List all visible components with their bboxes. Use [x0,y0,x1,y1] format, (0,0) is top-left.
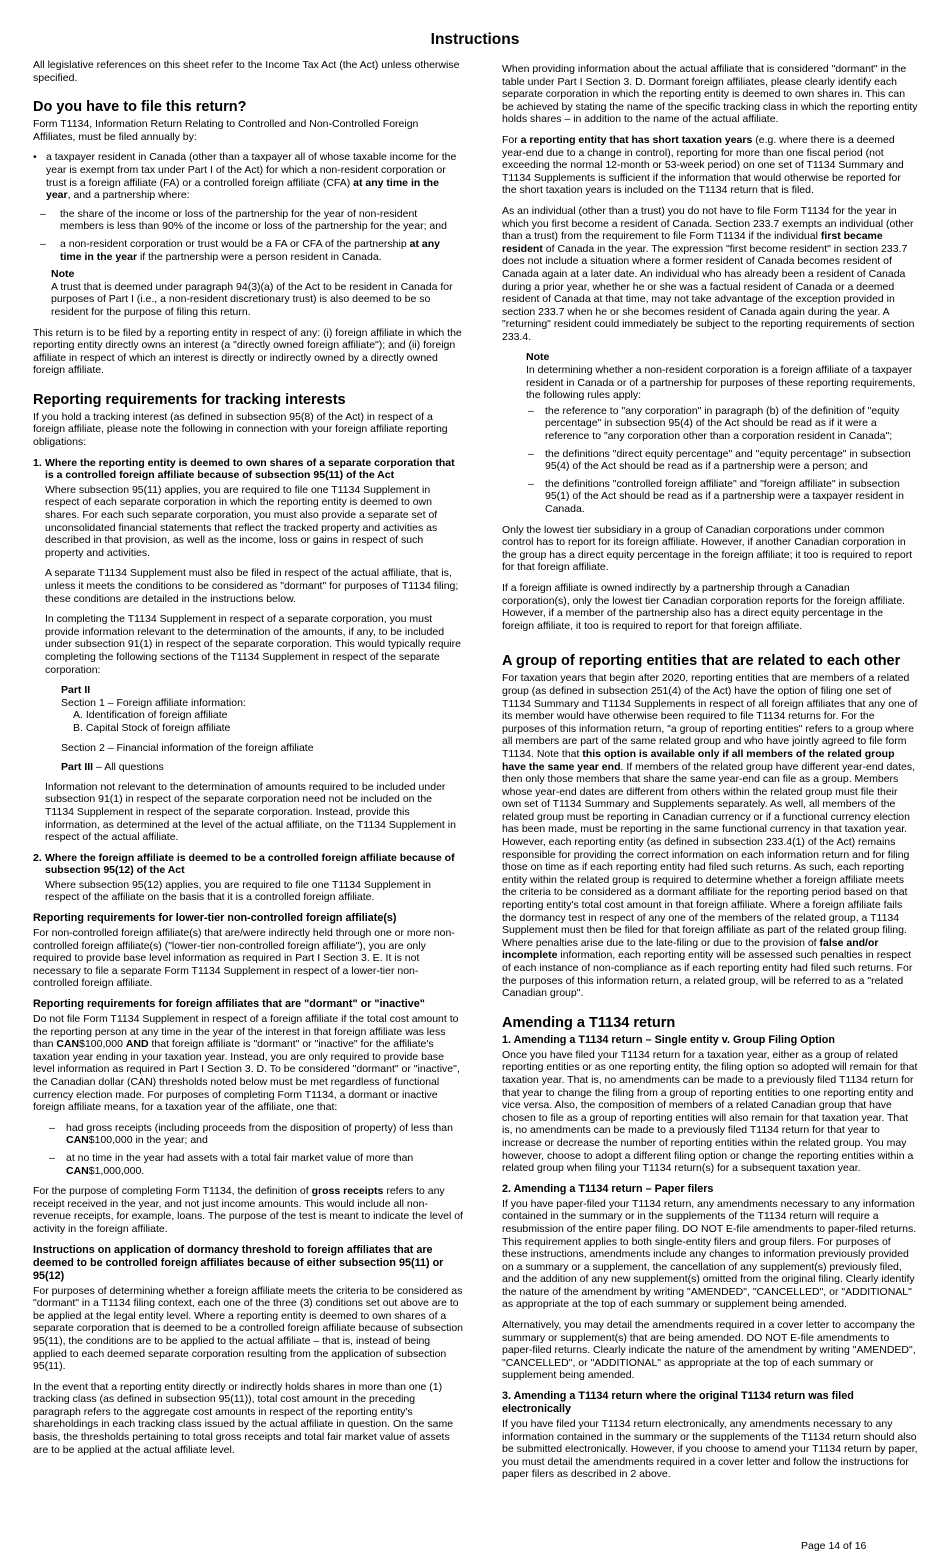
note-dash-1: – the reference to "any corporation" in paragraph (b) of the definition of "equity percentage" in subsection 95(4) of the Act should be read as if it were a reference to "any corporation other than a corporation resident in Canada"; [528,404,900,443]
part-3-label: Part III – All questions [61,761,164,774]
threshold-paragraph-1: For purposes of determining whether a foreign affiliate meets the criteria to be considered as "dormant" in a T1134 filing context, each one of the three (3) conditions set out above are to be applied at the legal entity level. Where a reporting entity is deemed to own shares of a separate corporation that is deemed to be a controlled foreign affiliate because of subsection 95(11), the conditions are to be applied to the actual affiliate – that is, instead of being applied to each deemed separate corporation resulting from the application of subsection 95(11). [33,1284,463,1373]
amend-2-title: 2. Amending a T1134 return – Paper filers [502,1182,714,1195]
filed-by-paragraph: This return is to be filed by a reporting entity in respect of any: (i) foreign affiliate in which the reporting entity directly owns an interest (a "directly owned foreign affiliate"); and (ii) foreign affiliate in respect of which an interest is directly or indirectly owned by a directly owned foreign affiliate. [33,326,462,377]
note-dash-3: – the definitions "controlled foreign affiliate" and "foreign affiliate" in subsection 95(1) of the Act should be read as if a partnership were a taxpayer resident in Canada. [528,477,904,515]
dash-icon: – [40,207,46,220]
amend-3-paragraph: If you have filed your T1134 return electronically, any amendments necessary to any information contained in the summary or the supplements of the T1134 return should also be submitted electronically. However, if you choose to amend your T1134 return by paper, you must detail the amendments required in a cover letter and follow the instructions for paper filers as described in 2 above. [502,1418,918,1481]
group-heading: A group of reporting entities that are related to each other [502,653,901,670]
item-1-paragraph-3: In completing the T1134 Supplement in respect of a separate corporation, you must provide information relevant to the determination of the amounts, if any, to be included under subsection 91(1) in respect of the separate corporation. This would typically require completing the following sections of the T1134 Supplement in respect of the separate corporation: [45,613,461,676]
amend-3-title: 3. Amending a T1134 return where the original T1134 return was filed electronically [502,1390,854,1416]
note-foreign-affiliate [502,351,918,515]
section-1-label: Section 1 – Foreign affiliate information: [61,696,246,709]
dormant-identification-paragraph: When providing information about the actual affiliate that is considered "dormant" in the table under Part I Section 3. D. Dormant foreign affiliates, please clearly identify each separate corporation in which the reporting entity is deemed to own shares in. This can be achieved by stating the name of the specific tracking class in which the reporting entity holds shares – in addition to the name of the actual affiliate. [502,63,918,126]
left-column [33,59,463,1464]
section-1a-label: A. Identification of foreign affiliate [73,709,228,722]
threshold-paragraph-2: In the event that a reporting entity directly or indirectly holds shares in more than one (1) tracking class (as defined in subsection 95(11)), total cost amount in the preceding paragraph refers to the aggregate cost amounts in respect of the reporting entity's shareholdings in each tracking class issued by the actual affiliate in question. On the same basis, the thresholds pertaining to total gross receipts and total fair market value of assets are to be applied at the actual affiliate level. [33,1380,454,1456]
item-1-title: 1. Where the reporting entity is deemed to own shares of a separate corporation that is a controlled foreign affiliate because of subsection 95(11) of the Act [33,456,455,482]
dormant-paragraph: Do not file Form T1134 Supplement in respect of a foreign affiliate if the total cost amount to the reporting person at any time in the year of the interest in that foreign affiliate was less than CAN$100,000 AND that foreign affiliate is "dormant" or "inactive" for the affiliate's taxation year ending in your taxation year. Instead, you are only required to provide base level information as required in Part I Section 3. D. To be considered "dormant" or "inactive", the Canadian dollar (CAN) thresholds noted below must be met regardless of functional currency election made. For purposes of completing Form T1134, a dormant or inactive foreign affiliate means, for a taxation year of the affiliate, one that: [33,1013,460,1114]
section-2-label: Section 2 – Financial information of the foreign affiliate [61,741,314,754]
note-title: Note [51,268,75,281]
dash-item-gross-receipts: – had gross receipts (including proceeds from the disposition of property) of less than CAN$100,000 in the year; and [49,1121,453,1147]
page-number: Page 14 of 16 [801,1540,867,1552]
tracking-heading: Reporting requirements for tracking interests [33,391,346,408]
amend-1-title: 1. Amending a T1134 return – Single entity v. Group Filing Option [502,1033,835,1046]
amend-heading: Amending a T1134 return [502,1014,676,1031]
item-1-paragraph-2: A separate T1134 Supplement must also be filed in respect of the actual affiliate, that is, unless it meets the conditions to be considered as "dormant" for purposes of T1134 filing; these conditions are detailed in the instructions below. [45,567,459,605]
dash-item-assets: – at no time in the year had assets with a total fair market value of more than CAN$1,000,000. [49,1151,414,1177]
group-paragraph: For taxation years that begin after 2020, reporting entities that are members of a related group (as defined in subsection 251(4) of the Act) have the option of filing one set of T1134 Summary and T1134 Supplements in respect of all foreign affiliates that any one of its member would have otherwise been required to file T1134 returns for. For the purposes of this information return, "a group of reporting entities" refers to a group where all members are part of the same related group and who have jointly agreed to file form T1134. Note that this option is available only if all members of the related group have the same year end. If members of the related group have different year-end dates, then only those members that share the same year-end can file as a group. Members whose year-end dates are different from others within the related group must file their own set of T1134 Summary and Supplements separately. As well, all members of the related group must be reporting in Canadian currency or if a functional currency election has been made, must be reporting in the same functional currency in that taxation year. However, each reporting entity (as defined in subsection 233.4(1) of the Act) remains responsible for providing the correct information on each information return and for filing those on time as if each reporting entity had filed such returns. As such, each reporting entity within the related group is required to determine whether a foreign affiliate meets the criteria to be considered as a dormant affiliate for the reporting period based on that reporting entity's total cost amount in that foreign affiliate. Where a foreign affiliate fails the dormancy test in respect of any one of the members of the related group, a T1134 Supplement must then be filed for that foreign affiliate as part of the related group filing. Where penalties arise due to the late-filing or due to the provision of false and/or incomplete information, each reporting entity will be assessed such penalties in respect of each instance of non-compliance as if each reporting entity had filed such returns. For the purposes of this information return, a related group, will be referred to as a "related Canadian group". [502,672,918,1000]
right-column [502,63,918,1489]
dash-icon: – [528,477,534,490]
amend-1-paragraph: Once you have filed your T1134 return for a taxation year, either as a group of related reporting entities or as one reporting entity, the filing option so adopted will remain for that taxation year. That is, no amendments can be made to a previously filed T1134 return for that year to change the filing from a group of reporting entities to one reporting entity and vice versa. Also, the composition of members of a related Canadian group that have chosen to file as a group of reporting entities will also remain for that taxation year. That is, no amendments can be made to a previously filed T1134 return for that year to increase or decrease the number of reporting entities within the related group. You may however, choose to adopt a different filing option or change the reporting entities within a related group when filing your T1134 return(s) for a subsequent taxation year. [502,1048,918,1175]
dash-icon: – [40,237,46,250]
dash-icon: – [49,1121,55,1134]
intro-paragraph: All legislative references on this sheet refer to the Income Tax Act (the Act) unless otherwise specified. [33,59,460,84]
amend-2-paragraph-2: Alternatively, you may detail the amendments required in a cover letter to accompany the summary or supplement(s) that are being amended. DO NOT E-file amendments to paper-filed returns. Clearly indicate the nature of the amendment by writing "AMENDED", "CANCELLED", or "ADDITIONAL" as appropriate at the top of each summary or supplement being amended. [502,1319,916,1382]
item-1-paragraph-4: Information not relevant to the determination of amounts required to be included under subsection 91(1) in respect of the separate corporation need not be included on the T1134 Supplement in respect of the separate corporation. Instead, provide this information, as determined at the level of the actual affiliate, on the T1134 Supplement in respect of the actual affiliate. [45,780,456,844]
dash-icon: – [49,1151,55,1164]
threshold-heading: Instructions on application of dormancy threshold to foreign affiliates that are deemed to be controlled foreign affiliates because of either subsection 95(11) or 95(12) [33,1243,444,1282]
lowest-tier-paragraph: Only the lowest tier subsidiary in a group of Canadian corporations under common control has to report for its foreign affiliate. However, if another Canadian corporation in the group has a direct equity percentage in the foreign affiliate; it too is required to report for that foreign affiliate. [502,523,913,574]
note-text: A trust that is deemed under paragraph 94(3)(a) of the Act to be resident in Canada for purposes of Part I (i.e., a non-resident discretionary trust) is also deemed to be so resident for the purpose of filing this return. [51,280,453,318]
tracking-paragraph: If you hold a tracking interest (as defined in subsection 95(8) of the Act) in respect of a foreign affiliate, please note the following in connection with your foreign affiliate reporting obligations: [33,410,448,449]
page-title: Instructions [430,31,520,48]
note-dash-2: – the definitions "direct equity percentage" and "equity percentage" in subsection 95(4) of the Act should be read as if a partnership were a person; and [528,447,911,473]
dash-icon: – [528,447,534,460]
item-2-paragraph: Where subsection 95(12) applies, you are required to file one T1134 Supplement in respect of the affiliate on the basis that it is a controlled foreign affiliate. [45,878,432,904]
part-2-label: Part II [61,684,91,697]
section-1b-label: B. Capital Stock of foreign affiliate [73,721,231,734]
file-return-heading: Do you have to file this return? [33,99,247,116]
gross-receipts-paragraph: For the purpose of completing Form T1134, the definition of gross receipts refers to any receipt received in the year, and not just income amounts. This would include all non-revenue receipts, for example, loans. The purpose of the test is meant to indicate the level of activity in the foreign affiliate. [33,1185,463,1235]
bullet-taxpayer: • a taxpayer resident in Canada (other than a taxpayer all of whose taxable income for the year is exempt from tax under Part I of the Act) for which a non-resident corporation or trust is a foreign affiliate (FA) or a controlled foreign affiliate (CFA) at any time in the year, and a partnership where: [33,151,457,202]
lower-tier-paragraph: For non-controlled foreign affiliate(s) that are/were indirectly held through one or more non-controlled foreign affiliate(s) ("lower-tier non-controlled foreign affiliate"), you are only required to provide base level information as required in Part I Section 3. E. It is not necessary to file a separate Form T1134 Supplement in respect of a lower-tier non-controlled foreign affiliate. [33,927,455,990]
amend-2-paragraph-1: If you have paper-filed your T1134 return, any amendments necessary to any information contained in the summary or in the supplements of the T1134 return will require a resubmission of the entire paper filing. DO NOT E-file amendments to paper-filed returns. This requirement applies to both single-entity filers and group filers. For purposes of these instructions, amendments include any changes to information previously provided on a summary or a supplement, the cancellation of any supplement(s) previously filed, and the addition of any new supplement(s) omitted from the original filing. Clearly identify the nature of the amendment by writing "AMENDED", "CANCELLED", or "ADDITIONAL" as appropriate at the top of each summary or supplement being amended. [502,1197,917,1311]
dash-item-nonresident: – a non-resident corporation or trust would be a FA or CFA of the partnership at any time in the year if the partnership were a person resident in Canada. [40,237,440,263]
item-2-title: 2. Where the foreign affiliate is deemed to be a controlled foreign affiliate because of subsection 95(12) of the Act [33,851,455,877]
dash-item-share: – the share of the income or loss of the partnership for the year of non-resident members is less than 90% of the income or loss of the partnership for the year; and [40,207,447,233]
short-taxation-paragraph: For a reporting entity that has short taxation years (e.g. where there is a deemed year-end due to a change in control), reporting for more than one fiscal period (not exceeding the normal 12-month or 53-week period) on one set of T1134 Summary and T1134 Supplements is sufficient if the information that would otherwise be reported for the short taxation years is included on the T1134 return that is filed. [502,133,904,197]
file-return-paragraph: Form T1134, Information Return Relating to Controlled and Non-Controlled Foreign Affiliates, must be filed annually by: [33,118,419,143]
partnership-paragraph: If a foreign affiliate is owned indirectly by a partnership through a Canadian corporation(s), only the lowest tier Canadian corporation reports for the foreign affiliate. However, if a member of the partnership also has a direct equity percentage in the foreign affiliate, it too is required to report for that foreign affiliate. [502,581,906,632]
note-title: Note [526,351,550,364]
note-trust [33,268,463,318]
bullet-icon: • [33,151,37,164]
dash-icon: – [528,404,534,417]
note-text: In determining whether a non-resident corporation is a foreign affiliate of a taxpayer resident in Canada or of a partnership for purposes of these reporting requirements, the following rules apply: [526,364,916,402]
item-1-paragraph-1: Where subsection 95(11) applies, you are required to file one T1134 Supplement in respect of each separate corporation in which the reporting entity is deemed to own shares. For each such separate corporation, you must also provide a separate set of unconsolidated financial statements that reflect the tracked property and activities as described in that provision, as well as the income, loss or gains in respect of such property and activities. [45,483,438,559]
individual-paragraph: As an individual (other than a trust) you do not have to file Form T1134 for the year in which you first become a resident of Canada. Section 233.7 exempts an individual (other than a trust) from the requirement to file Form T1134 if the individual first became resident of Canada in the year. The expression "first become resident" in section 233.7 does not include a situation where a former resident of Canada becomes resident of Canada again at a later date. An individual who has already been a resident of Canada during a prior year, whether he or she was a factual resident of Canada or a deemed resident of Canada at that time, may not take advantage of the exception provided in section 233.7 when he or she becomes resident of Canada again during the year. A "returning" resident could immediately be subject to the reporting requirements of section 233.4. [502,204,915,343]
lower-tier-heading: Reporting requirements for lower-tier non-controlled foreign affiliate(s) [33,912,397,925]
dormant-heading: Reporting requirements for foreign affiliates that are "dormant" or "inactive" [33,998,425,1011]
